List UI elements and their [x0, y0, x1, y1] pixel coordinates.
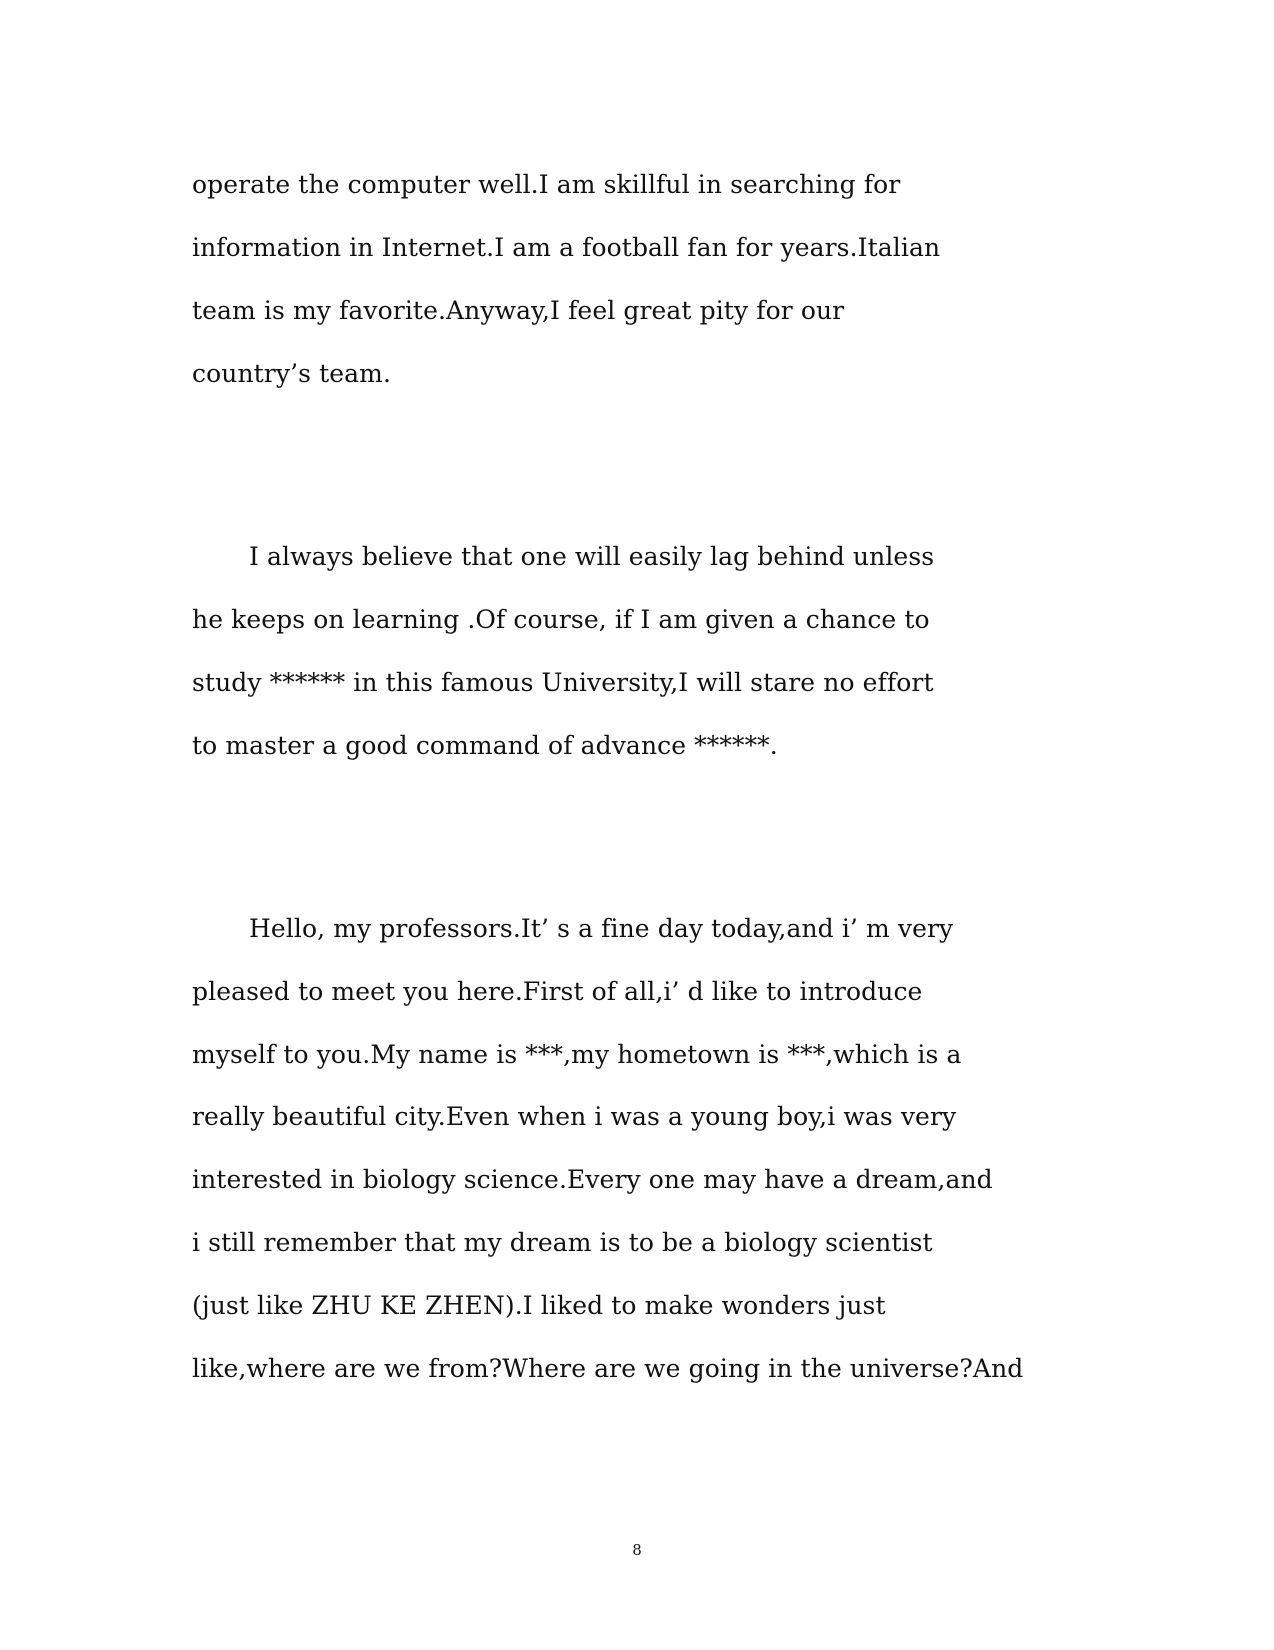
paragraph-3-line-4: really beautiful city.Even when i was a young boy,i was very [192, 1102, 957, 1131]
page-number: 8 [632, 1541, 642, 1559]
paragraph-1-line-3: team is my favorite.Anyway,I feel great pity for our [192, 296, 845, 325]
paragraph-2-line-3: study ****** in this famous University,I will stare no effort [192, 668, 934, 697]
paragraph-2-line-2: he keeps on learning .Of course, if I am given a chance to [192, 605, 930, 634]
paragraph-2-line-4: to master a good command of advance ******. [192, 731, 778, 760]
paragraph-3-line-8: like,where are we from?Where are we going in the universe?And [192, 1354, 1024, 1383]
paragraph-3-line-6: i still remember that my dream is to be a biology scientist [192, 1228, 933, 1257]
paragraph-3-line-5: interested in biology science.Every one may have a dream,and [192, 1165, 993, 1194]
paragraph-3-line-7: (just like ZHU KE ZHEN).I liked to make wonders just [192, 1291, 886, 1320]
paragraph-3-line-2: pleased to meet you here.First of all,i’ d like to introduce [192, 977, 923, 1006]
paragraph-3-line-3: myself to you.My name is ***,my hometown is ***,which is a [192, 1040, 962, 1069]
paragraph-3-line-1: Hello, my professors.It’ s a fine day today,and i’ m very [249, 914, 954, 943]
paragraph-1-line-4: country’s team. [192, 359, 391, 388]
paragraph-1-line-1: operate the computer well.I am skillful in searching for [192, 170, 901, 199]
paragraph-1-line-2: information in Internet.I am a football fan for years.Italian [192, 233, 941, 262]
paragraph-2-line-1: I always believe that one will easily lag behind unless [249, 542, 935, 571]
